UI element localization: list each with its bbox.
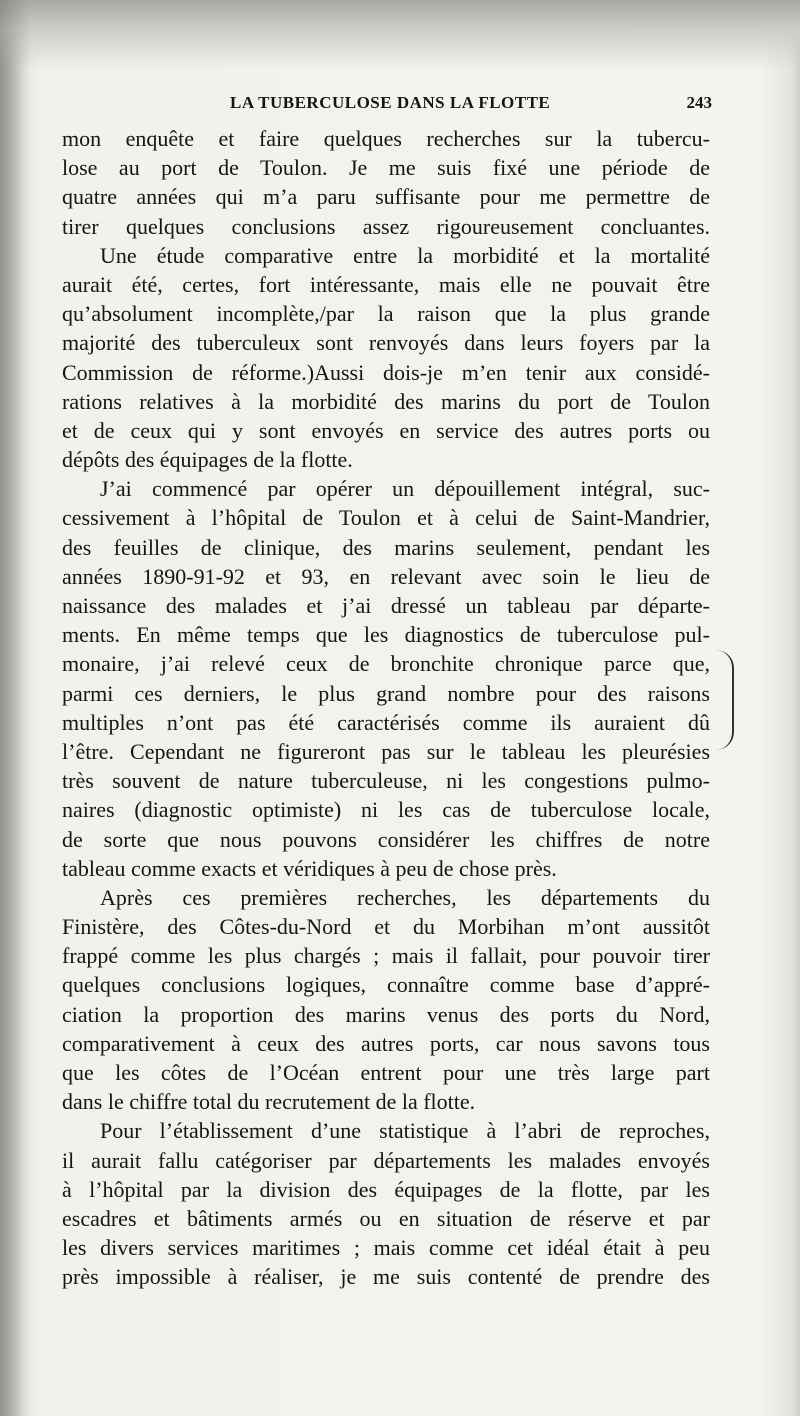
body-text [62, 124, 710, 1292]
text-line: cessivement à l’hôpital de Toulon et à celui de Saint-Mandrier, [62, 505, 710, 531]
text-line: des feuilles de clinique, des marins seulement, pendant les [62, 534, 710, 560]
text-line: tirer quelques conclusions assez rigoureusement concluantes. [62, 213, 710, 239]
text-line: rations relatives à la morbidité des marins du port de Toulon [62, 388, 710, 414]
text-line: comparativement à ceux des autres ports, car nous savons tous [62, 1030, 710, 1056]
text-line: Commission de réforme.)Aussi dois-je m’en tenir aux considé- [62, 359, 710, 385]
text-line: monaire, j’ai relevé ceux de bronchite chronique parce que, [62, 651, 710, 677]
scan-shadow-top [0, 0, 800, 70]
text-line: dans le chiffre total du recrutement de la flotte. [62, 1089, 476, 1115]
text-line: majorité des tuberculeux sont renvoyés dans leurs foyers par la [62, 330, 710, 356]
text-line: qu’absolument incomplète,/par la raison que la plus grande [62, 301, 710, 327]
text-line: très souvent de nature tuberculeuse, ni les congestions pulmo- [62, 768, 710, 794]
text-line: près impossible à réaliser, je me suis contenté de prendre des [62, 1264, 710, 1290]
text-line: tableau comme exacts et véridiques à peu de chose près. [62, 855, 557, 881]
text-line: ciation la proportion des marins venus des ports du Nord, [62, 1001, 710, 1027]
text-line: lose au port de Toulon. Je me suis fixé une période de [62, 155, 710, 181]
running-title: LA TUBERCULOSE DANS LA FLOTTE [230, 93, 551, 112]
scan-shadow-binding [0, 0, 30, 1416]
text-line: multiples n’ont pas été caractérisés comme ils auraient dû [62, 709, 710, 735]
text-line: Après ces premières recherches, les départements du [100, 884, 710, 910]
text-line: ments. En même temps que les diagnostics de tuberculose pul- [62, 622, 710, 648]
page-header [62, 93, 712, 121]
text-line: aurait été, certes, fort intéressante, mais elle ne pouvait être [62, 271, 710, 297]
text-line: les divers services maritimes ; mais comme cet idéal était à peu [62, 1235, 710, 1261]
text-line: l’être. Cependant ne figureront pas sur le tableau les pleurésies [62, 738, 710, 764]
text-line: Une étude comparative entre la morbidité et la mortalité [100, 242, 710, 268]
text-line: quatre années qui m’a paru suffisante pour me permettre de [62, 184, 710, 210]
text-line: mon enquête et faire quelques recherches sur la tubercu- [62, 126, 710, 151]
text-line: naires (diagnostic optimiste) ni les cas de tuberculose locale, [62, 797, 710, 823]
text-line: escadres et bâtiments armés ou en situation de réserve et par [62, 1205, 710, 1231]
page-number: 243 [686, 93, 712, 112]
text-line: J’ai commencé par opérer un dépouillement intégral, suc- [100, 476, 710, 502]
text-line: Pour l’établissement d’une statistique à l’abri de reproches, [100, 1118, 710, 1144]
text-line: il aurait fallu catégoriser par départements les malades envoyés [62, 1147, 710, 1173]
text-line: Finistère, des Côtes-du-Nord et du Morbihan m’ont aussitôt [62, 914, 710, 940]
text-line: que les côtes de l’Océan entrent pour une très large part [62, 1060, 710, 1085]
text-line: naissance des malades et j’ai dressé un tableau par départe- [62, 593, 710, 618]
text-line: à l’hôpital par la division des équipages de la flotte, par les [62, 1176, 710, 1202]
text-line: de sorte que nous pouvons considérer les chiffres de notre [62, 826, 710, 852]
text-line: quelques conclusions logiques, connaître comme base d’appré- [62, 972, 710, 998]
text-line: dépôts des équipages de la flotte. [62, 447, 353, 473]
text-line: années 1890-91-92 et 93, en relevant avec soin le lieu de [62, 563, 710, 589]
text-line: et de ceux qui y sont envoyés en service des autres ports ou [62, 417, 710, 443]
margin-bracket-annotation [716, 650, 734, 750]
text-line: frappé comme les plus chargés ; mais il fallait, pour pouvoir tirer [62, 943, 710, 969]
text-line: parmi ces derniers, le plus grand nombre pour des raisons [62, 680, 710, 706]
